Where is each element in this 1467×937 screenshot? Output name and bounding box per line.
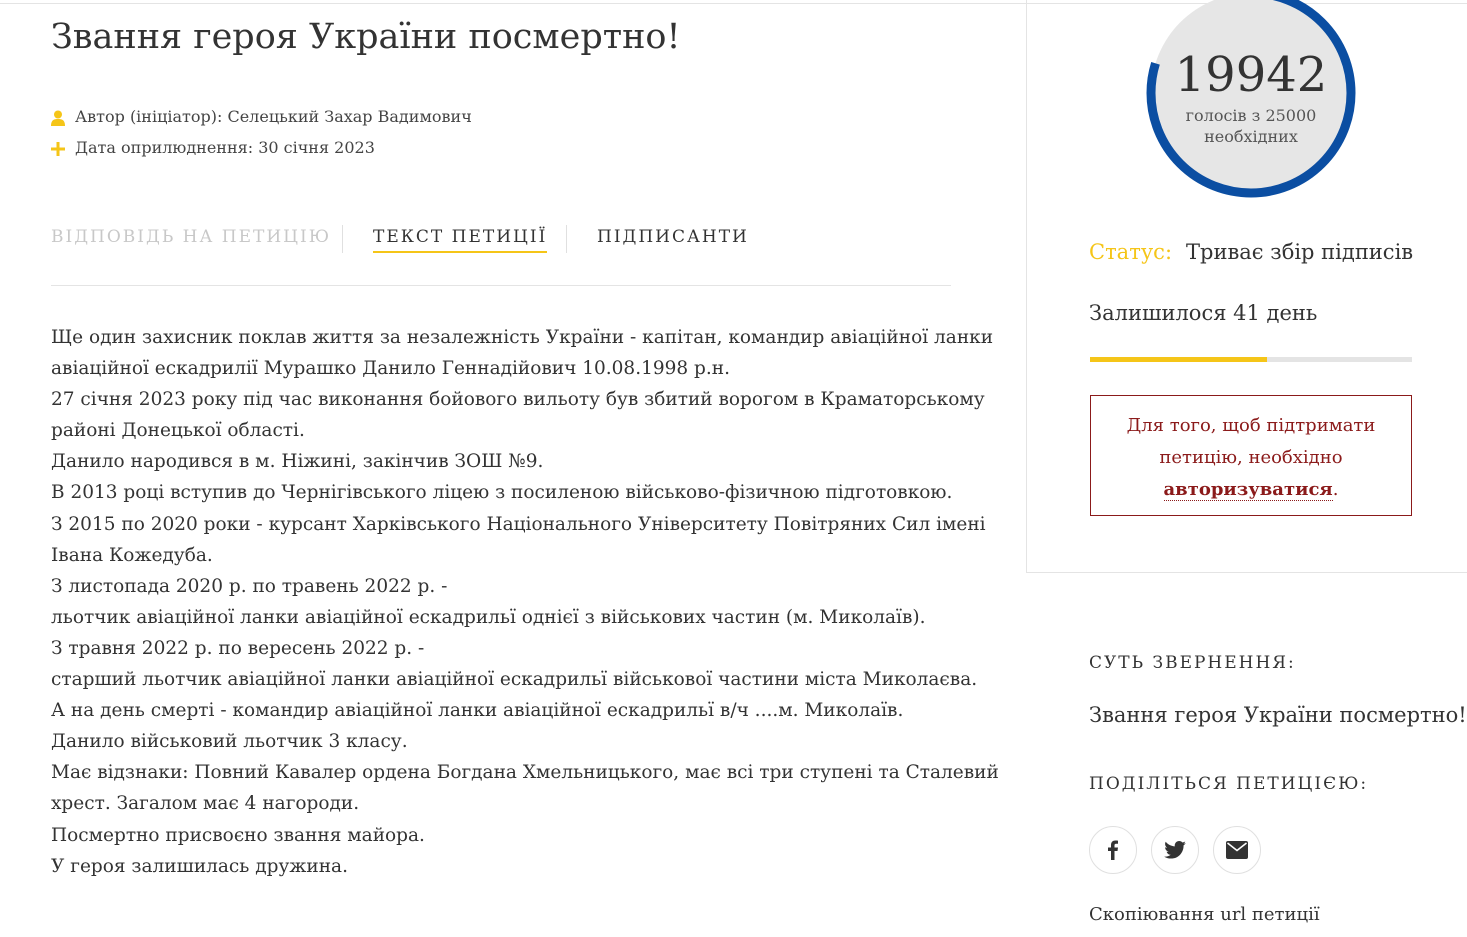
petition-text-line: старший льотчик авіаційної ланки авіаційної ескадрильї військової частини міста Миколаєва. (51, 669, 978, 691)
vote-count: 19942 (1174, 47, 1328, 103)
vote-counter (1145, 0, 1357, 199)
days-left: Залишилося 41 день (1089, 301, 1318, 325)
petition-text-line: Має відзнаки: Повний Кавалер ордена Богдана Хмельницького, має всі три ступені та Сталевий (51, 762, 999, 784)
share-email-button[interactable] (1213, 826, 1261, 874)
petition-text-line: А на день смерті - командир авіаційної ланки авіаційної ескадрильї в/ч ....м. Миколаїв. (51, 700, 904, 722)
twitter-icon (1164, 841, 1186, 859)
summary-text: Звання героя України посмертно! (1089, 703, 1467, 727)
date-line (51, 137, 375, 159)
petition-text (51, 322, 999, 882)
author-label: Автор (ініціатор): Селецький Захар Вадимович (75, 107, 472, 126)
petition-text-line: З листопада 2020 р. по травень 2022 р. - (51, 575, 448, 597)
petition-text-line: Посмертно присвоєно звання майора. (51, 824, 425, 846)
petition-text-line: 27 січня 2023 року під час виконання бойового вильоту був збитий ворогом в Краматорському (51, 389, 985, 411)
petition-text-line: Данило військовий льотчик 3 класу. (51, 731, 408, 753)
vote-caption: голосів з 25000 необхідних (1185, 106, 1317, 146)
petition-tabs (51, 225, 951, 255)
login-link[interactable]: авторизуватися (1163, 479, 1333, 500)
petition-text-line: Ще один захисник поклав життя за незалежність України - капітан, командир авіаційної ланки (51, 327, 994, 348)
user-icon (51, 110, 65, 126)
page-title: Звання героя України посмертно! (51, 17, 681, 57)
tab-separator (342, 225, 343, 253)
share-twitter-button[interactable] (1151, 826, 1199, 874)
petition-text-line: З 2015 по 2020 роки - курсант Харківського Національного Університету Повітряних Сил імені (51, 513, 986, 535)
tab-petition-text[interactable]: ТЕКСТ ПЕТИЦІЇ (373, 225, 547, 249)
status-value: Триває збір підписів (1186, 240, 1414, 264)
petition-text-line: В 2013 році вступив до Чернігівського ліцею з посиленою військово-фізичною підготовкою. (51, 482, 953, 504)
petition-text-line: районі Донецької області. (51, 420, 305, 442)
share-heading: ПОДІЛІТЬСЯ ПЕТИЦІЄЮ: (1089, 774, 1369, 794)
date-label: Дата оприлюднення: 30 січня 2023 (75, 138, 375, 157)
status-label: Статус: (1089, 240, 1173, 264)
petition-text-line: хрест. Загалом має 4 нагороди. (51, 793, 360, 815)
share-facebook-button[interactable] (1089, 826, 1137, 874)
copy-url-link[interactable]: Скопіювання url петиції (1089, 904, 1320, 925)
summary-heading: СУТЬ ЗВЕРНЕННЯ: (1089, 653, 1296, 673)
petition-text-line: З травня 2022 р. по вересень 2022 р. - (51, 637, 425, 659)
petition-text-line: У героя залишилась дружина. (51, 855, 348, 877)
author-line (51, 106, 472, 128)
plus-icon (51, 142, 65, 156)
facebook-icon (1103, 840, 1123, 860)
status-line (1089, 238, 1413, 266)
time-progress-fill (1090, 357, 1267, 362)
auth-notice-text: Для того, щоб підтримати петицію, необхідно (1126, 415, 1376, 468)
petition-text-line: льотчик авіаційної ланки авіаційної ескадрильї однієї з військових частин (м. Миколаїв). (51, 606, 926, 628)
petition-text-line: Данило народився в м. Ніжині, закінчив ЗОШ №9. (51, 451, 544, 473)
email-icon (1226, 841, 1248, 859)
time-progress-bar (1090, 357, 1412, 362)
tab-answer[interactable]: ВІДПОВІДЬ НА ПЕТИЦІЮ (51, 227, 332, 247)
active-tab-underline (373, 251, 547, 253)
petition-text-line: авіаційної ескадрилії Мурашко Данило Геннадійович 10.08.1998 р.н. (51, 358, 730, 380)
auth-notice: Для того, щоб підтримати петицію, необхідно авторизуватися. (1090, 395, 1412, 516)
tab-separator (566, 225, 567, 253)
petition-text-line: Івана Кожедуба. (51, 544, 213, 566)
tab-signers[interactable]: ПІДПИСАНТИ (597, 227, 749, 247)
tabs-divider (51, 285, 951, 286)
